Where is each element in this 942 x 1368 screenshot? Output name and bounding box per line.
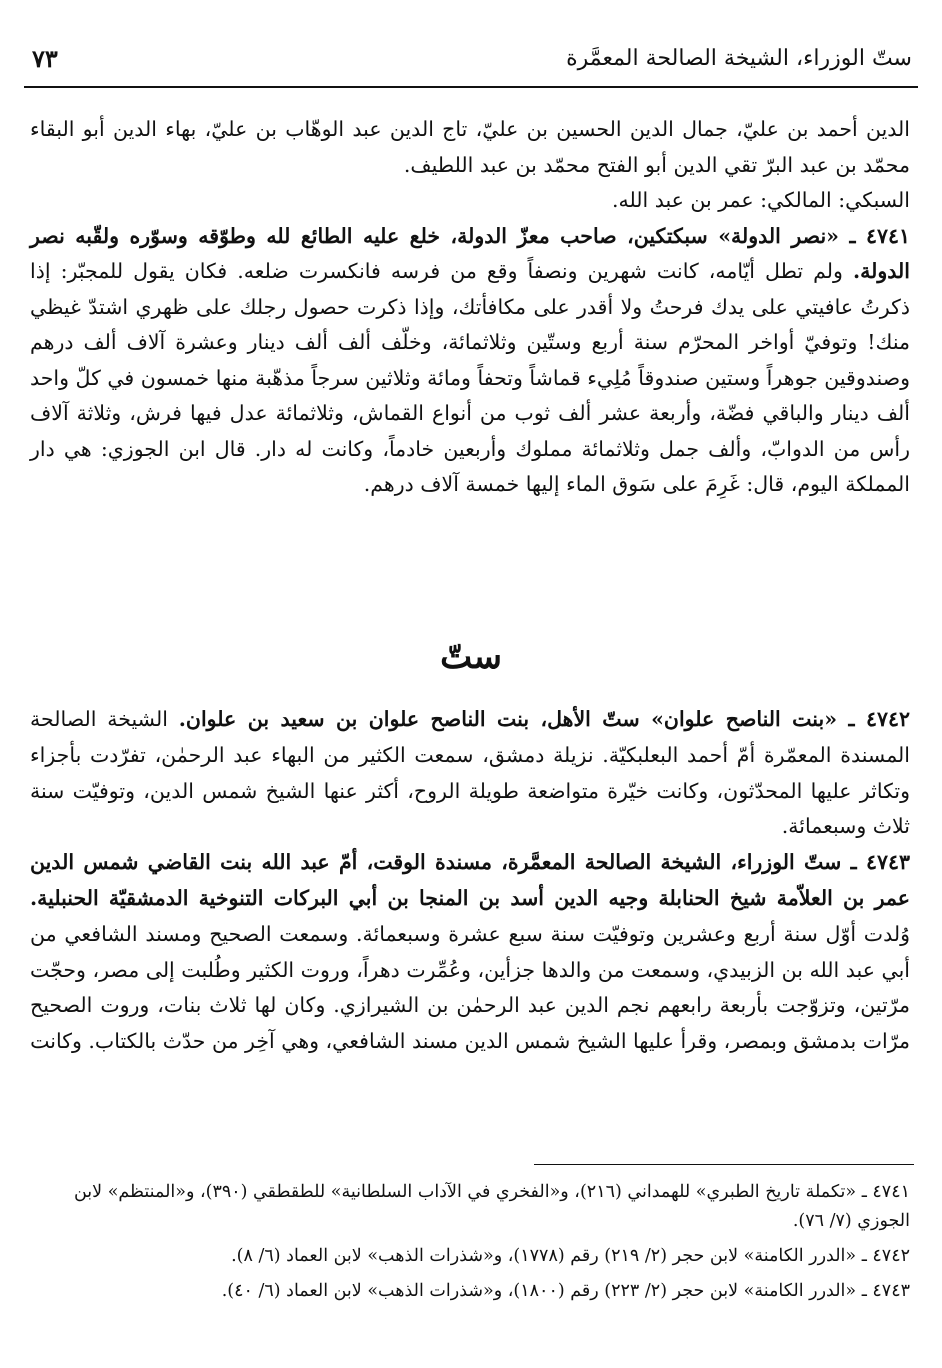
entry-4741-text: ولم تطل أيّامه، كانت شهرين ونصفاً وقع من فرسه فانكسرت ضلعه. فكان يقول للمجبّر: إذا ذكرتُ عافيتي على يدك فرحتُ ولا أقدر على مكافأتك، وإذا ذكرت حصول رجلك على ظهري اشتدّ غيظي منك! وتوفيّ أواخر المحرّم سنة أربع وستّين وثلاثمائة، وخلّف ألف ألف دينار وعشرة آلاف ألف درهم وصندوقين جوهراً وستين صندوقاً مُلِيء قماشاً وتحفاً ومائة وثلاثين سرجاً مذهّبة منها خمسون في كلّ واحد ألف دينار والباقي فضّة، وأربعة عشر ألف ثوب من أنواع القماش، وثلاثمائة عدل فيها فرش، وثلاثة آلاف رأس من الدوابّ، وألف جمل وثلاثمائة مملوك وأربعين خادماً، وكانت له دار. قال ابن الجوزي: هي دار المملكة اليوم، قال: غَرِمَ على سَوق الماء إليها خمسة آلاف درهم. <box>30 259 910 496</box>
section-heading: ستّ <box>440 637 502 677</box>
entry-4743-text: وُلدت أوّل سنة أربع وعشرين وتوفيّت سنة سبع عشرة وسبعمائة. وسمعت الصحيح ومسند الشافعي من أبي عبد الله بن الزبيدي، وسمعت من والدها جزأين، وعُمِّرت دهراً، وروت الكثير وطُلبت إلى مصر، وحجّت مرّتين، وتزوّجت بأربعة رابعهم نجم الدين عبد الرحمٰن بن الشيرازي. وكان لها ثلاث بنات، وروت الصحيح مرّات بدمشق وبمصر، وقرأ عليها الشيخ شمس الدين مسند الشافعي، وهي آخِر من حدّث بالكتاب. وكانت <box>30 921 910 1054</box>
running-title: ستّ الوزراء، الشيخة الصالحة المعمَّرة <box>566 46 912 71</box>
main-text-top <box>30 112 910 503</box>
entry-4742-text: الشيخة الصالحة المسندة المعمّرة أمّ أحمد البعلبكيّة. نزيلة دمشق، سمعت الكثير من البهاء عبد الرحمٰن، تفرّدت بأجزاء وتكاثر عليها المحدّثون، وكانت خيّرة متواضعة طويلة الروح، أكثر عنها الشيخ شمس الدين، وتوفيّت سنة ثلاث وسبعمائة. <box>30 707 910 839</box>
footnote-4741: ٤٧٤١ ـ «تكملة تاريخ الطبري» للهمداني (٢١٦)، و«الفخري في الآداب السلطانية» للطقطقي (٣٩٠)، و«المنتظم» لابن الجوزي (٧/ ٧٦). <box>73 1182 910 1231</box>
entry-4741 <box>30 219 910 503</box>
entry-4742 <box>30 702 910 845</box>
entry-4743-heading: ٤٧٤٣ ـ ستّ الوزراء، الشيخة الصالحة المعمَّرة، مسندة الوقت، أمّ عبد الله بنت القاضي شمس الدين عمر بن العلاّمة شيخ الحنابلة وجيه الدين أسد بن المنجا بن أبي البركات التنوخية الدمشقيّة الحنبلية. <box>30 850 910 910</box>
entry-4742-heading: ٤٧٤٢ ـ «بنت الناصح علوان» ستّ الأهل، بنت الناصح علوان بن سعيد بن علوان. <box>178 707 910 731</box>
paragraph-continued: الدين أحمد بن عليّ، جمال الدين الحسين بن عليّ، تاج الدين عبد الوهّاب بن عليّ، بهاء الدين أبو البقاء محمّد بن عبد البرّ تقي الدين أبو الفتح محمّد بن عبد اللطيف. <box>30 117 910 177</box>
footnote-divider <box>534 1164 914 1165</box>
footnote-4743: ٤٧٤٣ ـ «الدرر الكامنة» لابن حجر (٢/ ٢٢٣) رقم (١٨٠٠)، و«شذرات الذهب» لابن العماد (٦/ ٤٠). <box>221 1281 910 1301</box>
footnotes <box>30 1178 910 1312</box>
entry-4741-heading: ٤٧٤١ ـ «نصر الدولة» سبكتكين، صاحب معزّ الدولة، خلع عليه الطائع لله وطوّقه وسوّره ولقّبه نصر الدولة. <box>30 223 910 283</box>
entry-4743 <box>30 845 910 1060</box>
running-header <box>24 40 918 80</box>
footnote-4742: ٤٧٤٢ ـ «الدرر الكامنة» لابن حجر (٢/ ٢١٩) رقم (١٧٧٨)، و«شذرات الذهب» لابن العماد (٦/ ٨). <box>231 1246 910 1266</box>
paragraph-subki: السبكي: المالكي: عمر بن عبد الله. <box>611 188 910 212</box>
page-number: ٧٣ <box>32 44 58 73</box>
main-text-bottom <box>30 702 910 1060</box>
header-divider <box>24 86 918 88</box>
